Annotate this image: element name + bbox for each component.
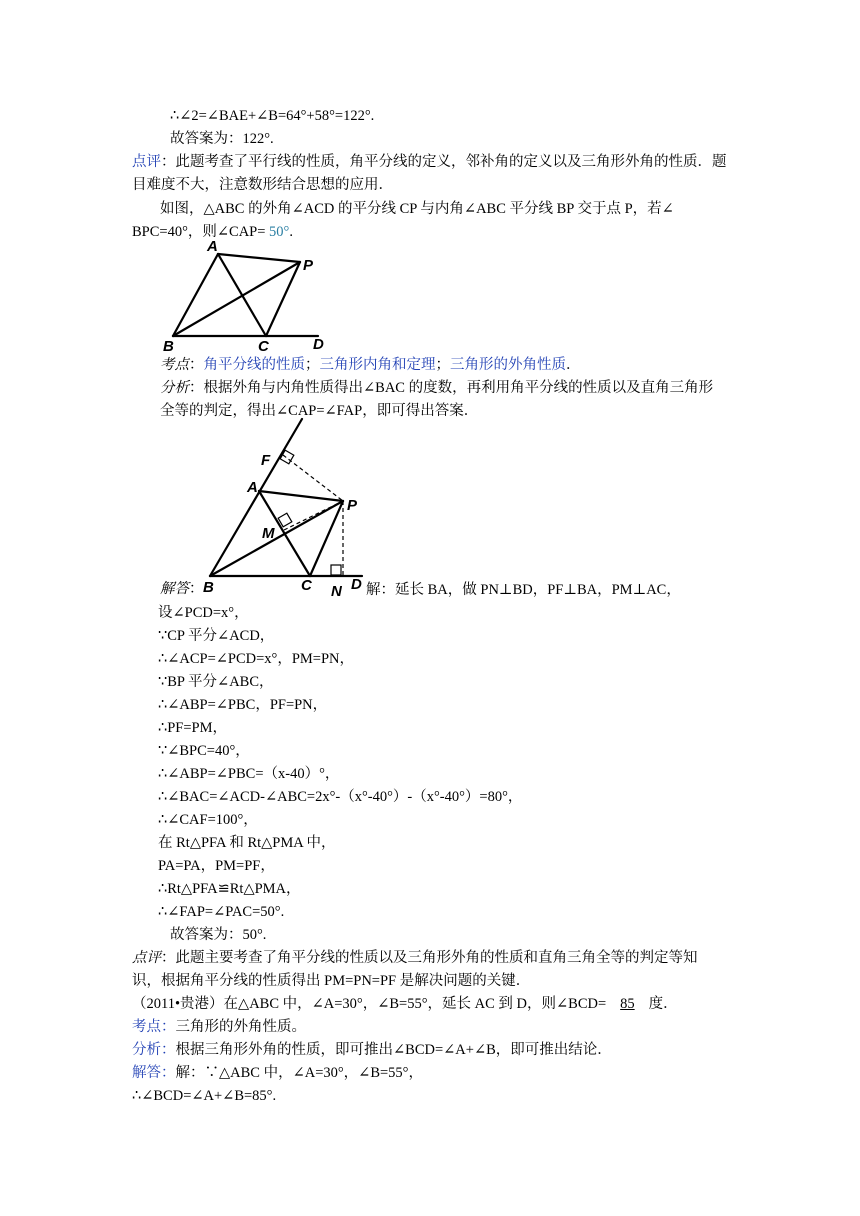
fenxi-line: 分析：根据外角与内角性质得出∠BAC 的度数，再利用角平分线的性质以及直角三角形 [160, 380, 714, 396]
review-line-2: 目难度不大，注意数形结合思想的应用． [132, 177, 393, 193]
answer-line: 故答案为：122°. [170, 131, 274, 147]
fenxi-label: 分析： [132, 1042, 176, 1058]
review-text: ：此题考查了平行线的性质，角平分线的定义，邻补角的定义以及三角形外角的性质．题 [161, 154, 727, 170]
label-c: C [301, 577, 312, 594]
fenxi-line-2: 全等的判定，得出∠CAP=∠FAP，即可得出答案． [160, 403, 479, 419]
label-b: B [203, 579, 214, 596]
label-m: M [262, 525, 275, 542]
label-b: B [163, 338, 174, 355]
label-f: F [261, 452, 271, 469]
fenxi-line: 分析：根据三角形外角的性质，即可推出∠BCD=∠A+∠B，即可推出结论． [132, 1042, 612, 1058]
answer-value: 50° [269, 224, 290, 240]
step-line: ∴∠ABP=∠PBC=（x-40）°， [158, 766, 340, 782]
jieda-line: 解答：解：∵△ABC 中，∠A=30°，∠B=55°， [132, 1065, 423, 1081]
review-line: 点评：此题主要考查了角平分线的性质以及三角形外角的性质和直角三角全等的判定等知 [132, 950, 698, 966]
step-line: PA=PA，PM=PF， [158, 858, 275, 874]
step-line: ∵∠BPC=40°， [158, 743, 250, 759]
step-line: 在 Rt△PFA 和 Rt△PMA 中， [158, 835, 336, 851]
label-d: D [351, 576, 362, 593]
review-line-2: 识，根据角平分线的性质得出 PM=PN=PF 是解决问题的关键． [132, 973, 531, 989]
problem1-stem: 如图，△ABC 的外角∠ACD 的平分线 CP 与内角∠ABC 平分线 BP 交于点 P，若∠ [160, 201, 674, 217]
step-line: 设∠PCD=x°， [158, 605, 249, 621]
final-answer: 故答案为：50°. [170, 927, 267, 943]
label-a: A [207, 238, 218, 255]
jieda-label: 解答： [132, 1065, 176, 1081]
jieda-label: 解答 [160, 581, 189, 597]
step-line: ∴∠CAF=100°， [158, 812, 258, 828]
right-angle-n [331, 565, 341, 575]
step-line: ∴∠BAC=∠ACD-∠ABC=2x°-（x°-40°）-（x°-40°）=80°， [158, 789, 523, 805]
line-bf [210, 419, 302, 576]
step-line: ∴∠ABP=∠PBC，PF=PN， [158, 697, 328, 713]
label-d: D [313, 336, 324, 353]
segment-ap [259, 491, 343, 501]
step-line: ∵CP 平分∠ACD， [158, 628, 275, 644]
fenxi-label: 分析 [160, 380, 189, 396]
kaodian-item: 角平分线的性质 [203, 357, 305, 373]
conclusion-line: ∴∠BCD=∠A+∠B=85°. [132, 1088, 277, 1104]
review-label: 点评 [132, 950, 161, 966]
stem-prefix: BPC=40°，则∠CAP= [132, 224, 266, 240]
step-line: ∴∠ACP=∠PCD=x°，PM=PN， [158, 651, 355, 667]
label-p: P [303, 257, 314, 274]
problem2-stem: （2011•贵港）在△ABC 中，∠A=30°，∠B=55°，延长 AC 到 D，则∠BCD= 85 度． [132, 996, 678, 1012]
kaodian-item: 三角形的外角性质 [450, 357, 566, 373]
label-n: N [331, 583, 342, 600]
jieda-label-line: 解答： [160, 581, 204, 597]
segment-bp [210, 501, 343, 576]
step-line: ∴PF=PM， [158, 720, 227, 736]
step-line: ∵BP 平分∠ABC， [158, 674, 274, 690]
solution-line: ∴∠2=∠BAE+∠B=64°+58°=122°. [170, 108, 375, 124]
kaodian-label: 考点： [132, 1019, 176, 1035]
label-a: A [247, 479, 258, 496]
jieda-first: 解：延长 BA，做 PN⊥BD，PF⊥BA，PM⊥AC， [366, 582, 681, 598]
label-p: P [347, 497, 358, 514]
stem-suffix: . [289, 224, 293, 240]
kaodian-line: 考点：角平分线的性质；三角形内角和定理；三角形的外角性质． [160, 357, 581, 373]
step-line: ∴Rt△PFA≌Rt△PMA， [158, 881, 301, 897]
kaodian-label: 考点 [160, 357, 189, 373]
kaodian-line: 考点：三角形的外角性质。 [132, 1019, 306, 1035]
answer-blank: 85 [620, 996, 635, 1012]
label-c: C [258, 338, 269, 355]
step-line: ∴∠FAP=∠PAC=50°. [158, 904, 285, 920]
kaodian-item: 三角形内角和定理 [319, 357, 436, 373]
review-label: 点评 [132, 154, 161, 170]
